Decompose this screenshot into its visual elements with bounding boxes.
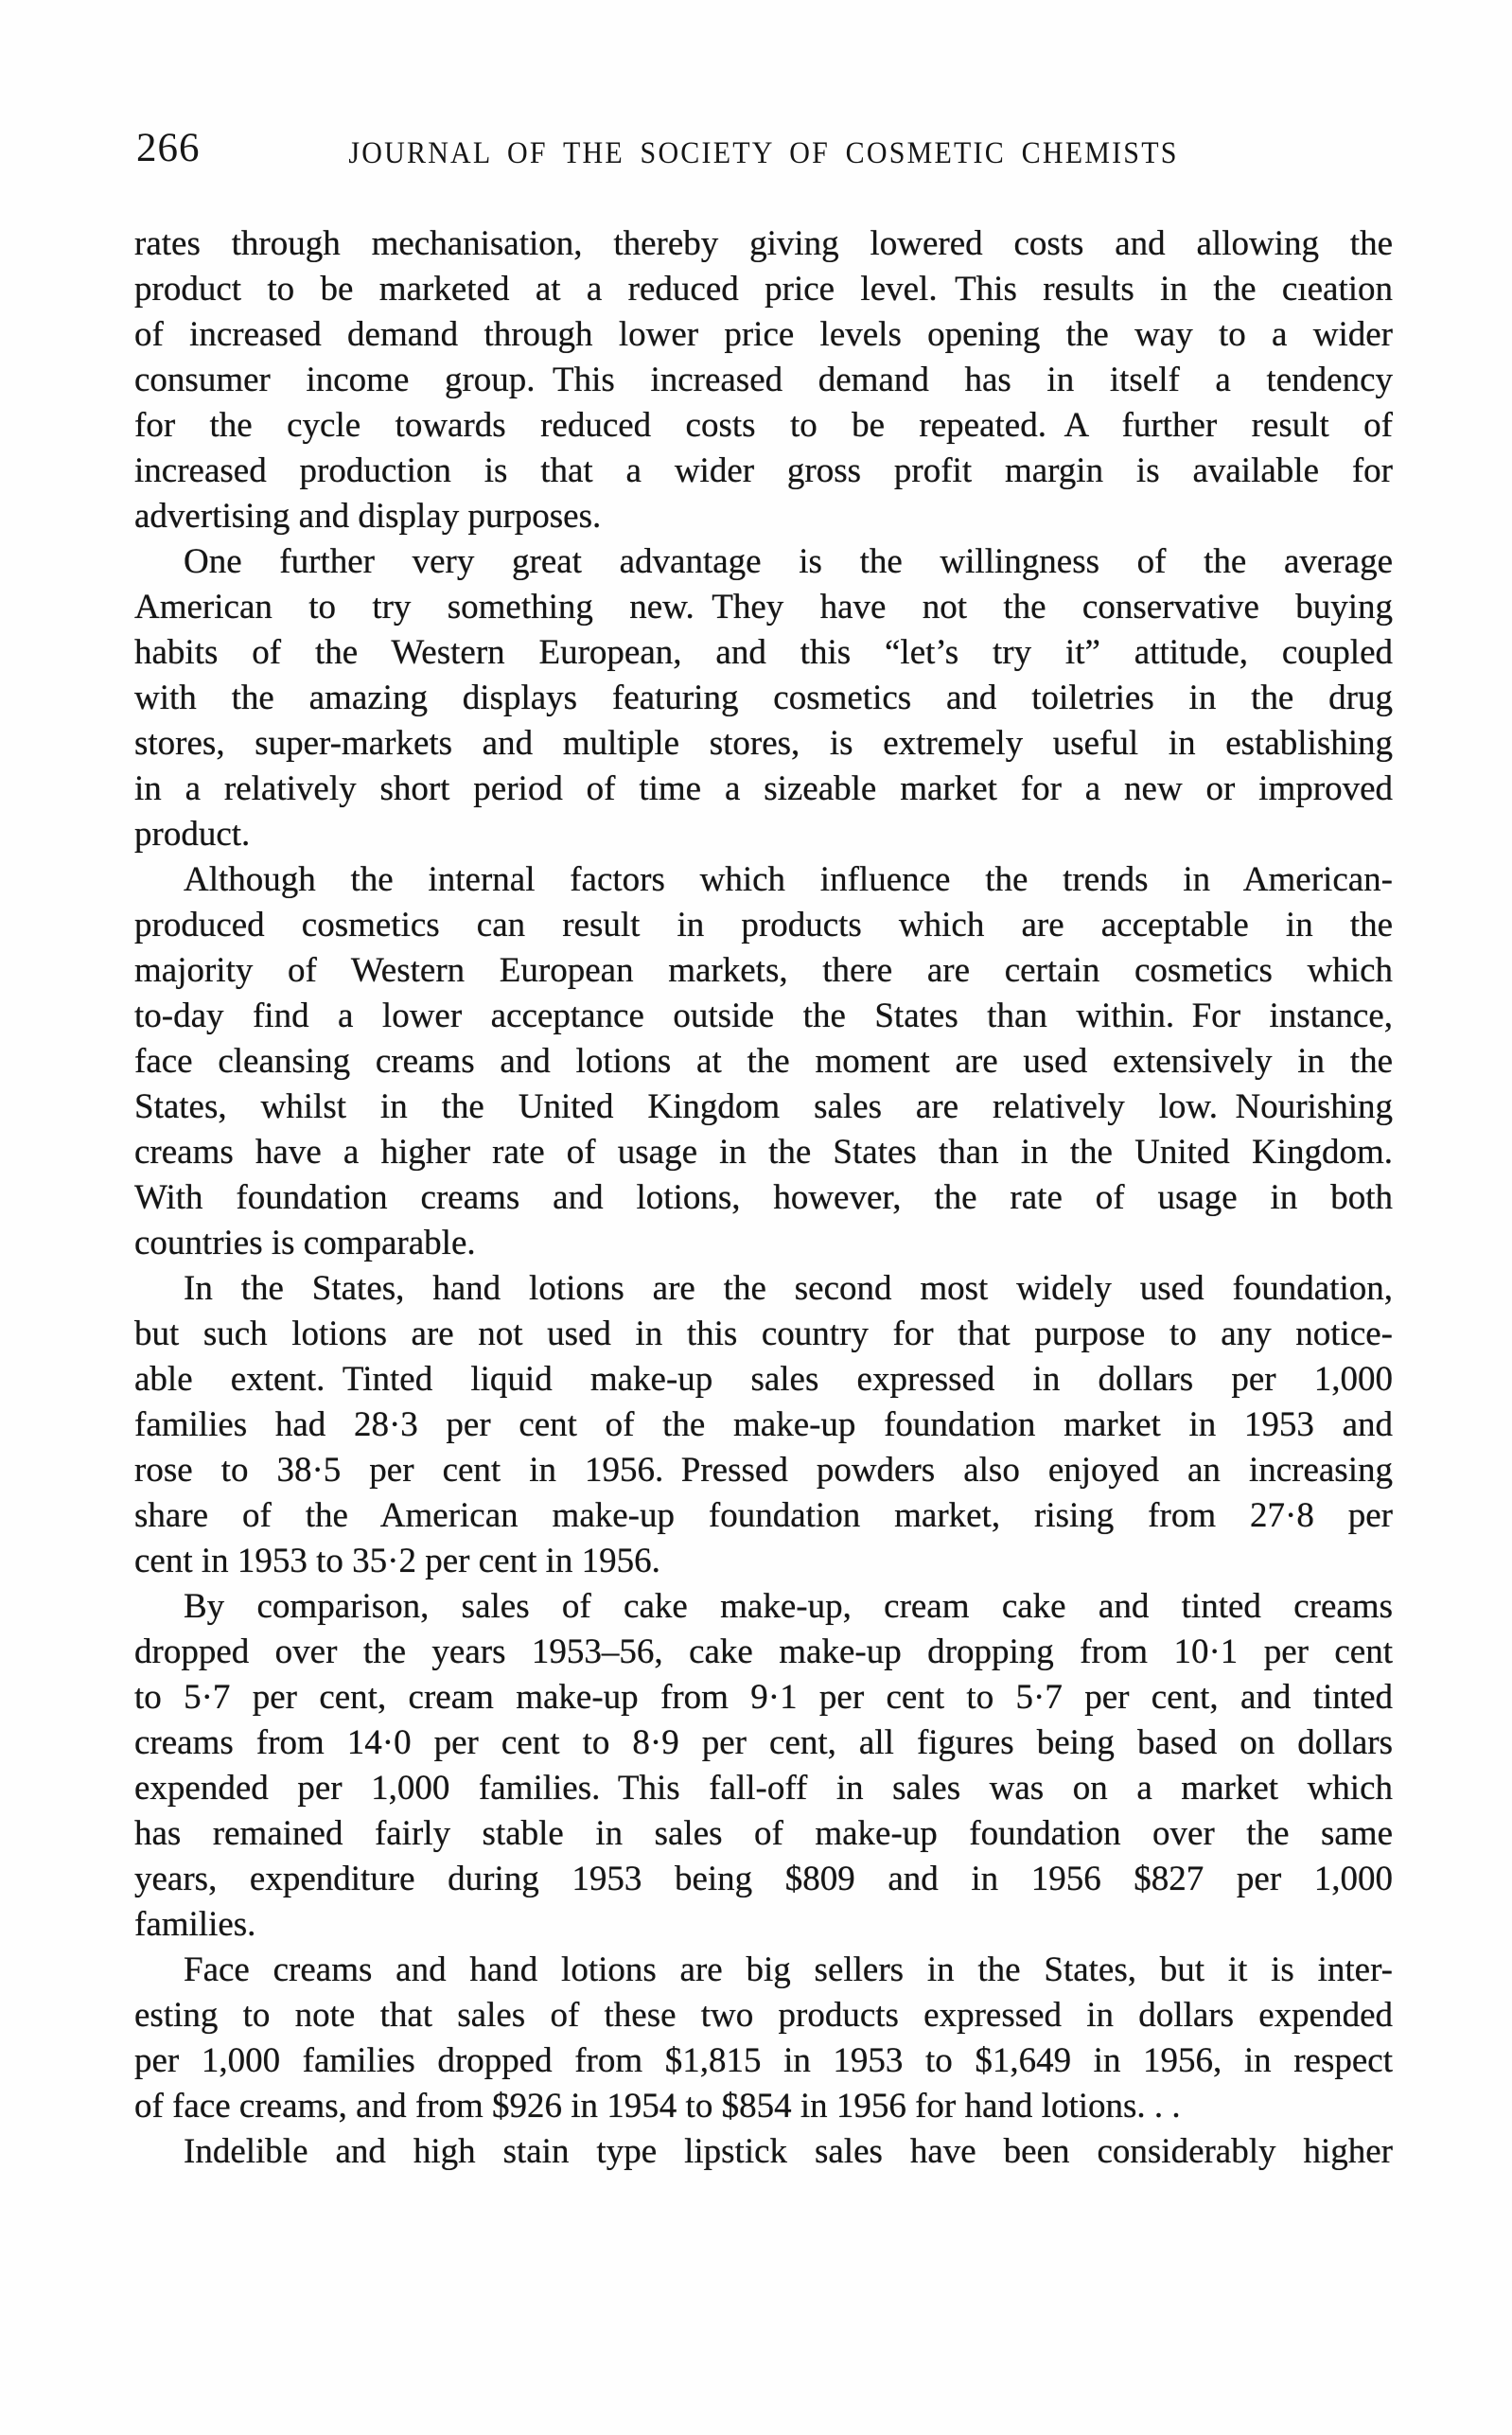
paragraph — [134, 1948, 1393, 2129]
page-number: 266 — [136, 126, 201, 170]
text-line: in a relatively short period of time a sizeable market for a new or improved — [134, 769, 1393, 808]
paragraph — [134, 221, 1393, 539]
text-line: face cleansing creams and lotions at the moment are used extensively in the — [134, 1042, 1393, 1081]
text-line: countries is comparable. — [134, 1224, 476, 1262]
text-line: of face creams, and from $926 in 1954 to $854 in 1956 for hand lotions. . . — [134, 2087, 1181, 2126]
text-line: produced cosmetics can result in products which are acceptable in the — [134, 906, 1393, 944]
text-line: American to try something new. They have not the conservative buying — [134, 588, 1393, 626]
text-line: rates through mechanisation, thereby giving lowered costs and allowing the — [134, 224, 1393, 263]
text-line: for the cycle towards reduced costs to be repeated. A further result of — [134, 406, 1393, 445]
text-line: Although the internal factors which influence the trends in American- — [184, 860, 1393, 899]
journal-title: JOURNAL OF THE SOCIETY OF COSMETIC CHEMISTS — [348, 135, 1179, 170]
text-line: stores, super-markets and multiple stores, is extremely useful in establishing — [134, 724, 1393, 763]
paragraph — [134, 857, 1393, 1266]
text-line: esting to note that sales of these two products expressed in dollars expended — [134, 1996, 1393, 2035]
text-line: Face creams and hand lotions are big sellers in the States, but it is inter- — [184, 1950, 1393, 1989]
text-line: of increased demand through lower price levels opening the way to a wider — [134, 315, 1393, 354]
text-line: product to be marketed at a reduced price level. This results in the cıeation — [134, 270, 1393, 309]
text-line: product. — [134, 815, 251, 854]
paragraph — [134, 1266, 1393, 1584]
text-line: dropped over the years 1953–56, cake make-up dropping from 10·1 per cent — [134, 1632, 1393, 1671]
text-line: expended per 1,000 families. This fall-off in sales was on a market which — [134, 1769, 1393, 1808]
text-line: to-day find a lower acceptance outside the States than within. For instance, — [134, 997, 1393, 1035]
text-line: advertising and display purposes. — [134, 497, 602, 536]
text-line: cent in 1953 to 35·2 per cent in 1956. — [134, 1542, 660, 1580]
text-line: Indelible and high stain type lipstick sales have been considerably higher — [184, 2132, 1393, 2171]
text-line: families had 28·3 per cent of the make-up foundation market in 1953 and — [134, 1405, 1393, 1444]
paragraph — [134, 1584, 1393, 1948]
text-line: consumer income group. This increased demand has in itself a tendency — [134, 361, 1393, 399]
text-line: but such lotions are not used in this country for that purpose to any notice- — [134, 1315, 1393, 1353]
page-header — [134, 125, 1393, 182]
text-line: years, expenditure during 1953 being $809 and in 1956 $827 per 1,000 — [134, 1860, 1393, 1898]
article-body — [134, 221, 1393, 2175]
text-line: majority of Western European markets, there are certain cosmetics which — [134, 951, 1393, 990]
text-line: By comparison, sales of cake make-up, cream cake and tinted creams — [184, 1587, 1393, 1626]
text-line: habits of the Western European, and this “let’s try it” attitude, coupled — [134, 633, 1393, 672]
text-line: With foundation creams and lotions, however, the rate of usage in both — [134, 1178, 1393, 1217]
text-line: with the amazing displays featuring cosmetics and toiletries in the drug — [134, 679, 1393, 717]
text-line: increased production is that a wider gross profit margin is available for — [134, 451, 1393, 490]
text-line: able extent. Tinted liquid make-up sales expressed in dollars per 1,000 — [134, 1360, 1393, 1399]
text-line: share of the American make-up foundation market, rising from 27·8 per — [134, 1496, 1393, 1535]
text-line: One further very great advantage is the willingness of the average — [184, 542, 1393, 581]
text-line: creams from 14·0 per cent to 8·9 per cent, all figures being based on dollars — [134, 1723, 1393, 1762]
text-line: States, whilst in the United Kingdom sales are relatively low. Nourishing — [134, 1087, 1393, 1126]
text-line: to 5·7 per cent, cream make-up from 9·1 per cent to 5·7 per cent, and tinted — [134, 1678, 1393, 1717]
paragraph — [134, 539, 1393, 857]
text-line: families. — [134, 1905, 256, 1944]
text-line: creams have a higher rate of usage in the States than in the United Kingdom. — [134, 1133, 1393, 1172]
text-line: In the States, hand lotions are the second most widely used foundation, — [184, 1269, 1393, 1308]
text-line: per 1,000 families dropped from $1,815 in 1953 to $1,649 in 1956, in respect — [134, 2041, 1393, 2080]
paragraph — [134, 2129, 1393, 2175]
text-line: rose to 38·5 per cent in 1956. Pressed powders also enjoyed an increasing — [134, 1451, 1393, 1490]
text-line: has remained fairly stable in sales of make-up foundation over the same — [134, 1814, 1393, 1853]
